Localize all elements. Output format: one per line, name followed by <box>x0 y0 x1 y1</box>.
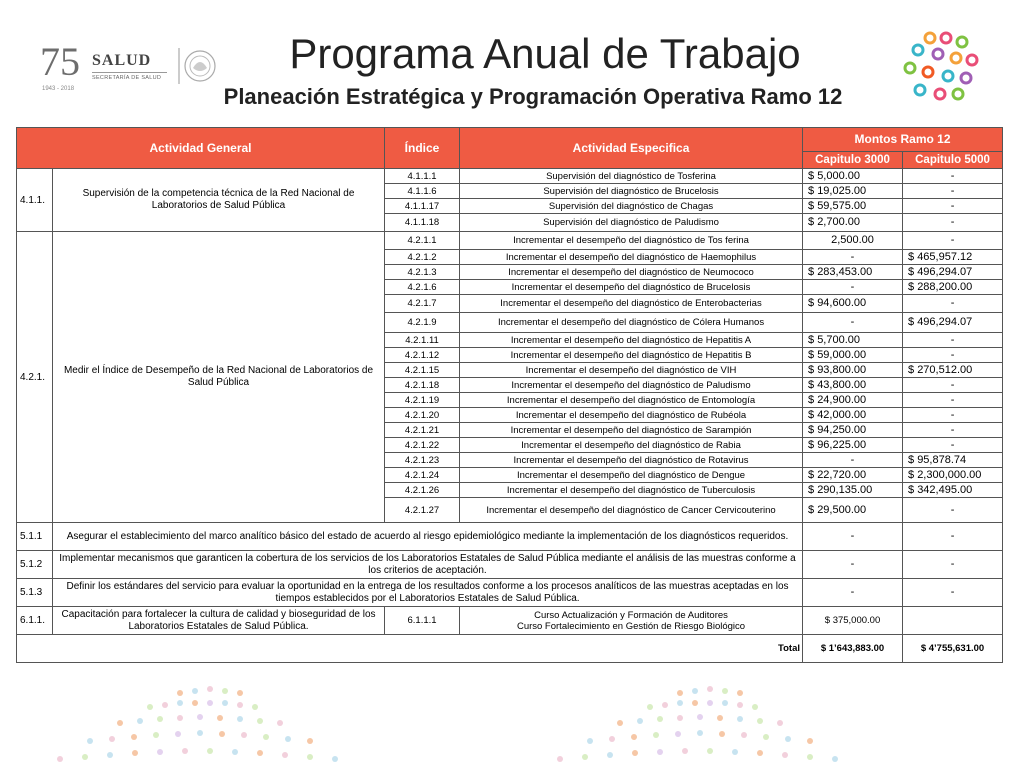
table-row <box>17 232 1003 250</box>
row-cap5000: - <box>903 378 1003 393</box>
row-activity: Incrementar el desempeño del diagnóstico de Paludismo <box>460 378 803 393</box>
row-activity: Supervisión del diagnóstico de Brucelosis <box>460 184 803 199</box>
row-activity <box>460 607 803 635</box>
row-activity: Incrementar el desempeño del diagnóstico de Rabia <box>460 438 803 453</box>
table-row <box>17 579 1003 607</box>
row-index: 4.2.1.18 <box>385 378 460 393</box>
row-index: 4.1.1.6 <box>385 184 460 199</box>
row-index: 4.1.1.18 <box>385 214 460 232</box>
row-cap3000: $ 59,575.00 <box>803 199 903 214</box>
row-cap5000: - <box>903 393 1003 408</box>
row-cap5000: $ 270,512.00 <box>903 363 1003 378</box>
row-index: 4.2.1.19 <box>385 393 460 408</box>
row-activity: Supervisión del diagnóstico de Paludismo <box>460 214 803 232</box>
row-cap5000: - <box>903 232 1003 250</box>
row-cap5000: - <box>903 214 1003 232</box>
row-cap3000: $ 96,225.00 <box>803 438 903 453</box>
group-code: 5.1.1 <box>17 523 53 551</box>
group-description: Medir el Índice de Desempeño de la Red Nacional de Laboratorios de Salud Pública <box>53 232 385 523</box>
row-cap5000: $ 95,878.74 <box>903 453 1003 468</box>
row-cap3000: $ 22,720.00 <box>803 468 903 483</box>
row-cap5000: - <box>903 438 1003 453</box>
decorative-dots-pattern <box>0 683 1024 768</box>
salud-logo-word: SALUD <box>92 52 152 69</box>
row-index: 4.2.1.26 <box>385 483 460 498</box>
row-cap5000: - <box>903 295 1003 313</box>
row-activity: Incrementar el desempeño del diagnóstico de Tuberculosis <box>460 483 803 498</box>
row-cap3000: $ 94,250.00 <box>803 423 903 438</box>
budget-table <box>16 127 1003 663</box>
table-row <box>17 523 1003 551</box>
header-indice: Índice <box>385 128 460 169</box>
row-cap5000: - <box>903 184 1003 199</box>
row-cap3000: $ 5,700.00 <box>803 333 903 348</box>
row-index: 4.2.1.12 <box>385 348 460 363</box>
group-code: 4.1.1. <box>17 169 53 232</box>
row-index: 4.2.1.2 <box>385 250 460 265</box>
row-cap3000: - <box>803 313 903 333</box>
group-code: 5.1.2 <box>17 551 53 579</box>
row-cap3000: $ 43,800.00 <box>803 378 903 393</box>
row-cap3000: $ 94,600.00 <box>803 295 903 313</box>
row-activity: Incrementar el desempeño del diagnóstico de Neumococo <box>460 265 803 280</box>
row-index: 4.2.1.3 <box>385 265 460 280</box>
row-activity: Incrementar el desempeño del diagnóstico de Hepatitis A <box>460 333 803 348</box>
row-activity: Incrementar el desempeño del diagnóstico de Dengue <box>460 468 803 483</box>
row-activity: Incrementar el desempeño del diagnóstico de Cancer Cervicouterino <box>460 498 803 523</box>
group-code: 4.2.1. <box>17 232 53 523</box>
row-activity: Supervisión del diagnóstico de Tosferina <box>460 169 803 184</box>
row-activity: Supervisión del diagnóstico de Chagas <box>460 199 803 214</box>
colorful-rings-logo-icon <box>900 30 980 102</box>
row-index: 4.2.1.24 <box>385 468 460 483</box>
row-index: 4.1.1.1 <box>385 169 460 184</box>
row-index: 4.1.1.17 <box>385 199 460 214</box>
row-activity: Incrementar el desempeño del diagnóstico de Sarampión <box>460 423 803 438</box>
row-cap3000: - <box>803 453 903 468</box>
row-activity: Incrementar el desempeño del diagnóstico de Tos ferina <box>460 232 803 250</box>
table-row <box>17 607 1003 635</box>
row-cap3000: - <box>803 250 903 265</box>
group-description: Definir los estándares del servicio para evaluar la oportunidad en la entrega de los resultados conforme a los procesos analíticos de las muestras aceptadas en los tiempos establecidos por el Laboratorios Estatales de Salud Pública. <box>53 579 803 607</box>
total-label: Total <box>17 635 803 663</box>
row-cap5000: - <box>903 199 1003 214</box>
row-cap3000: $ 375,000.00 <box>803 607 903 635</box>
row-cap3000: $ 24,900.00 <box>803 393 903 408</box>
row-index: 4.2.1.27 <box>385 498 460 523</box>
row-cap3000: $ 5,000.00 <box>803 169 903 184</box>
row-cap3000: $ 283,453.00 <box>803 265 903 280</box>
page-title: Programa Anual de Trabajo <box>289 30 801 77</box>
row-cap3000: $ 290,135.00 <box>803 483 903 498</box>
row-cap5000: $ 496,294.07 <box>903 265 1003 280</box>
logo-75-years: 1943 - 2018 <box>42 86 75 92</box>
group-description: Supervisión de la competencia técnica de la Red Nacional de Laboratorios de Salud Pública <box>53 169 385 232</box>
row-cap5000: - <box>903 423 1003 438</box>
anniversary-75-logo <box>40 39 80 98</box>
row-index: 4.2.1.7 <box>385 295 460 313</box>
row-cap5000: $ 288,200.00 <box>903 280 1003 295</box>
row-index: 4.2.1.9 <box>385 313 460 333</box>
group-description: Capacitación para fortalecer la cultura de calidad y bioseguridad de los Laboratorios Estatales de Salud Pública. <box>53 607 385 635</box>
row-cap3000: $ 29,500.00 <box>803 498 903 523</box>
mexico-seal-icon <box>178 46 218 86</box>
row-cap5000: - <box>903 523 1003 551</box>
row-index: 4.2.1.20 <box>385 408 460 423</box>
total-cap3000: $ 1’643,883.00 <box>803 635 903 663</box>
row-cap5000: $ 465,957.12 <box>903 250 1003 265</box>
row-activity: Incrementar el desempeño del diagnóstico de VIH <box>460 363 803 378</box>
row-index: 4.2.1.23 <box>385 453 460 468</box>
row-cap3000: $ 2,700.00 <box>803 214 903 232</box>
row-cap5000 <box>903 607 1003 635</box>
total-row <box>17 635 1003 663</box>
row-cap5000: - <box>903 498 1003 523</box>
row-index: 4.2.1.1 <box>385 232 460 250</box>
page-subtitle: Planeación Estratégica y Programación Operativa Ramo 12 <box>223 84 843 109</box>
row-index: 4.2.1.6 <box>385 280 460 295</box>
header-actividad-especifica: Actividad Especifica <box>460 128 803 169</box>
row-activity: Incrementar el desempeño del diagnóstico de Cólera Humanos <box>460 313 803 333</box>
row-cap5000: $ 2,300,000.00 <box>903 468 1003 483</box>
activity-line-1: Curso Actualización y Formación de Auditores <box>534 609 728 621</box>
group-description: Implementar mecanismos que garanticen la cobertura de los servicios de los Laboratorios Estatales de Salud Pública mediante el análisis de las muestras conforme a los criterios de aceptación. <box>53 551 803 579</box>
table-row <box>17 551 1003 579</box>
header-montos: Montos Ramo 12 <box>803 128 1003 152</box>
row-cap5000: - <box>903 408 1003 423</box>
header-capitulo-5000: Capitulo 5000 <box>903 152 1003 169</box>
row-cap3000: $ 93,800.00 <box>803 363 903 378</box>
row-index: 4.2.1.21 <box>385 423 460 438</box>
row-activity: Incrementar el desempeño del diagnóstico de Enterobacterias <box>460 295 803 313</box>
row-activity: Incrementar el desempeño del diagnóstico de Rubéola <box>460 408 803 423</box>
group-code: 5.1.3 <box>17 579 53 607</box>
logo-75-number: 75 <box>40 39 80 84</box>
row-cap5000: - <box>903 333 1003 348</box>
row-cap5000: - <box>903 551 1003 579</box>
row-index: 6.1.1.1 <box>385 607 460 635</box>
row-cap5000: - <box>903 579 1003 607</box>
row-cap3000: - <box>803 523 903 551</box>
activity-line-2: Curso Fortalecimiento en Gestión de Riesgo Biológico <box>516 620 746 632</box>
row-cap5000: - <box>903 169 1003 184</box>
group-code: 6.1.1. <box>17 607 53 635</box>
table-row <box>17 169 1003 184</box>
group-description: Asegurar el establecimiento del marco analítico básico del estado de acuerdo al riesgo epidemiológico mediante la implementación de los diagnósticos requeridos. <box>53 523 803 551</box>
salud-logo-sub: SECRETARÍA DE SALUD <box>92 75 162 81</box>
row-cap3000: - <box>803 579 903 607</box>
salud-logo <box>92 52 167 82</box>
row-cap5000: $ 342,495.00 <box>903 483 1003 498</box>
row-activity: Incrementar el desempeño del diagnóstico de Brucelosis <box>460 280 803 295</box>
header-capitulo-3000: Capitulo 3000 <box>803 152 903 169</box>
row-index: 4.2.1.11 <box>385 333 460 348</box>
row-cap3000: - <box>803 551 903 579</box>
row-activity: Incrementar el desempeño del diagnóstico de Haemophilus <box>460 250 803 265</box>
row-cap3000: $ 42,000.00 <box>803 408 903 423</box>
total-cap5000: $ 4’755,631.00 <box>903 635 1003 663</box>
row-activity: Incrementar el desempeño del diagnóstico de Hepatitis B <box>460 348 803 363</box>
row-index: 4.2.1.15 <box>385 363 460 378</box>
row-activity: Incrementar el desempeño del diagnóstico de Entomología <box>460 393 803 408</box>
row-activity: Incrementar el desempeño del diagnóstico de Rotavirus <box>460 453 803 468</box>
row-cap3000: 2,500.00 <box>803 232 903 250</box>
row-cap3000: - <box>803 280 903 295</box>
row-cap5000: - <box>903 348 1003 363</box>
row-cap5000: $ 496,294.07 <box>903 313 1003 333</box>
row-cap3000: $ 59,000.00 <box>803 348 903 363</box>
header-actividad-general: Actividad General <box>17 128 385 169</box>
row-index: 4.2.1.22 <box>385 438 460 453</box>
row-cap3000: $ 19,025.00 <box>803 184 903 199</box>
